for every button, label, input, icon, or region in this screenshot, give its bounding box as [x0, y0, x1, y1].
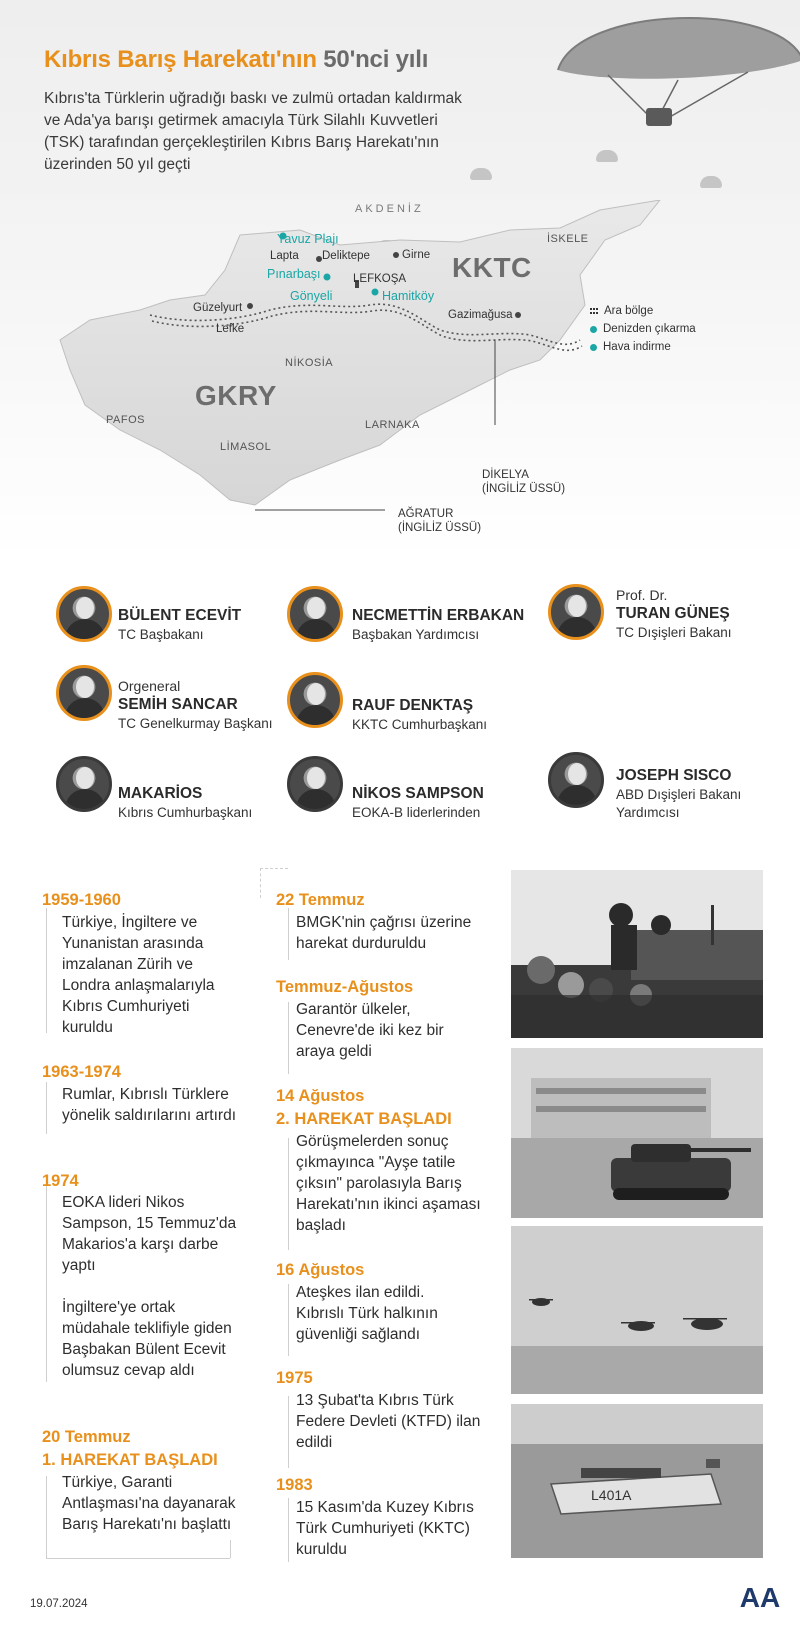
cyprus-map [40, 200, 760, 550]
map-label-larnaka: LARNAKA [365, 419, 420, 431]
timeline-year: 1983 [276, 1476, 313, 1494]
title-year: 50'nci yılı [323, 46, 429, 73]
person-name: RAUF DENKTAŞ [352, 697, 474, 714]
page-title [44, 46, 428, 74]
person-role: TC Başbakanı [118, 627, 204, 642]
timeline-connector [46, 1558, 230, 1559]
timeline-connector [46, 1182, 47, 1382]
map-label-deliktepe: Deliktepe [322, 250, 370, 262]
intro-text: Kıbrıs'ta Türklerin uğradığı baskı ve zulmü ortadan kaldırmak ve Ada'ya barışı getirmek amacıyla Türk Silahlı Kuvvetleri (TSK) tarafından gerçekleştirilen Kıbrıs Barış Harekatı'nın üzerinden 50 yıl geçti [44, 90, 462, 173]
timeline-year: 20 Temmuz [42, 1428, 131, 1446]
timeline-year: 1975 [276, 1369, 313, 1387]
timeline-year: 14 Ağustos [276, 1087, 365, 1105]
timeline-text: Garantör ülkeler, Cenevre'de iki kez bir araya geldi [296, 1001, 444, 1060]
person-gunes [616, 586, 732, 642]
person-makarios [118, 784, 252, 822]
map-label-agratur [398, 507, 481, 535]
person-name: TURAN GÜNEŞ [616, 605, 730, 622]
map-label-hamitkoy: Hamitköy [382, 289, 435, 303]
timeline-text: EOKA lideri Nikos Sampson, 15 Temmuz'da Makarios'a karşı darbe yaptı [62, 1194, 237, 1274]
legend-buffer-label: Ara bölge [604, 305, 654, 317]
title-main: Kıbrıs Barış Harekatı'nın [44, 46, 324, 73]
map-label-lefkosa: LEFKOŞA [353, 273, 407, 285]
timeline-connector [288, 1002, 289, 1074]
person-sisco [616, 766, 741, 822]
map-label-nikosia: NİKOSİA [285, 357, 334, 369]
map-label-kktc: KKTC [452, 252, 532, 283]
timeline-connector [230, 1540, 231, 1558]
map-label-lapta: Lapta [270, 250, 299, 262]
dikelya-name: DİKELYA [482, 469, 529, 481]
person-role: EOKA-B liderlerinden [352, 805, 481, 820]
legend-air-drop-label: Hava indirme [603, 341, 671, 353]
map-label-yavuz: Yavuz Plajı [277, 232, 339, 246]
map-label-guzelyurt: Güzelyurt [193, 302, 243, 314]
legend-sea-landing [590, 320, 696, 338]
person-rank: Prof. Dr. [616, 587, 668, 603]
timeline-connector [46, 908, 47, 1033]
legend-sea-landing-label: Denizden çıkarma [603, 323, 696, 335]
timeline-year: 16 Ağustos [276, 1261, 365, 1279]
timeline-year: 1974 [42, 1172, 79, 1190]
person-ecevit [118, 606, 241, 644]
timeline-text: Rumlar, Kıbrıslı Türklere yönelik saldırılarını artırdı [62, 1086, 237, 1124]
person-role: ABD Dışişleri Bakanı [616, 787, 742, 802]
timeline-dashed-connector [260, 868, 261, 898]
person-role: KKTC Cumhurbaşkanı [352, 717, 488, 732]
person-name: JOSEPH SISCO [616, 767, 732, 784]
timeline-text: Ateşkes ilan edildi. Kıbrıslı Türk halkının güvenliği sağlandı [296, 1284, 438, 1343]
logo-text: AA [740, 1582, 780, 1613]
photo-soldiers-crowd [511, 870, 763, 1038]
person-role: Kıbrıs Cumhurbaşkanı [118, 805, 253, 820]
sea-landing-dot [590, 326, 597, 333]
person-denktas [352, 696, 487, 734]
photo-helicopters [511, 1226, 763, 1394]
map-label-dikelya [482, 468, 565, 496]
timeline-text: İngiltere'ye ortak müdahale teklifiyle giden Başbakan Bülent Ecevit olumsuz cevap aldı [62, 1299, 232, 1379]
timeline-connector [288, 1284, 289, 1356]
avatar-sancar [56, 665, 112, 721]
legend-air-drop [590, 338, 696, 356]
legend-buffer-zone [590, 302, 696, 320]
person-role: TC Dışişleri Bakanı [616, 625, 732, 640]
timeline-event: 2. HAREKAT BAŞLADI [276, 1110, 452, 1128]
avatar-gunes [548, 584, 604, 640]
timeline-connector [288, 908, 289, 960]
dikelya-note: (İNGİLİZ ÜSSÜ) [482, 483, 566, 495]
photo-landing-craft [511, 1404, 763, 1558]
avatar-makarios [56, 756, 112, 812]
timeline-dashed-connector [260, 868, 288, 869]
timeline-text: 15 Kasım'da Kuzey Kıbrıs Türk Cumhuriyeti (KKTC) kuruldu [296, 1499, 474, 1558]
avatar-sisco [548, 752, 604, 808]
map-label-iskele: İSKELE [547, 233, 589, 245]
timeline-text: 13 Şubat'ta Kıbrıs Türk Federe Devleti (KTFD) ilan edildi [296, 1392, 481, 1451]
timeline-connector [288, 1138, 289, 1250]
avatar-sampson [287, 756, 343, 812]
map-legend [590, 302, 696, 356]
map-label-pinarbasi: Pınarbaşı [267, 267, 321, 281]
person-name: NİKOS SAMPSON [352, 785, 484, 802]
map-label-gazimagusa: Gazimağusa [448, 309, 513, 321]
person-sampson [352, 784, 484, 822]
map-label-girne: Girne [402, 249, 431, 261]
timeline-year: 1963-1974 [42, 1063, 121, 1081]
person-role-cont: Yardımcısı [616, 805, 680, 820]
person-name: MAKARİOS [118, 785, 203, 802]
timeline-text: Türkiye, Garanti Antlaşması'na dayanarak Barış Harekatı'nı başlattı [62, 1474, 236, 1533]
person-rank: Orgeneral [118, 678, 181, 694]
timeline-text: BMGK'nin çağrısı üzerine harekat durduruldu [296, 914, 472, 952]
avatar-erbakan [287, 586, 343, 642]
timeline-year: Temmuz-Ağustos [276, 978, 414, 996]
person-erbakan [352, 606, 524, 644]
person-role: TC Genelkurmay Başkanı [118, 716, 273, 731]
person-role: Başbakan Yardımcısı [352, 627, 480, 642]
map-label-gkry: GKRY [195, 380, 277, 411]
person-name: SEMİH SANCAR [118, 696, 238, 713]
timeline-year: 1959-1960 [42, 891, 121, 909]
map-sea-label: AKDENİZ [355, 203, 424, 215]
aa-logo [740, 1577, 780, 1615]
person-name: NECMETTİN ERBAKAN [352, 607, 525, 624]
agratur-name: AĞRATUR [398, 508, 454, 520]
boat-hull-label: L401A [591, 1487, 632, 1503]
person-name: BÜLENT ECEVİT [118, 607, 242, 624]
air-drop-dot [590, 344, 597, 351]
map-label-limasol: LİMASOL [220, 441, 272, 453]
agratur-note: (İNGİLİZ ÜSSÜ) [398, 522, 482, 534]
timeline-connector [46, 1082, 47, 1134]
small-parachute-icon [700, 176, 722, 188]
timeline-connector [288, 1396, 289, 1468]
timeline-connector [288, 1498, 289, 1562]
buffer-zone-symbol [590, 308, 598, 314]
avatar-denktas [287, 672, 343, 728]
avatar-ecevit [56, 586, 112, 642]
parachute-icon [548, 0, 800, 130]
timeline-text: Görüşmelerden sonuç çıkmayınca "Ayşe tatile çıksın" parolasıyla Barış Harekatı'nın ikinci aşaması başladı [296, 1133, 481, 1234]
map-label-gonyeli: Gönyeli [290, 289, 333, 303]
publish-date: 19.07.2024 [30, 1598, 88, 1610]
person-sancar [118, 677, 273, 733]
island-shape [40, 200, 760, 550]
map-label-lefke: Lefke [216, 323, 245, 335]
small-parachute-icon [596, 150, 618, 162]
timeline-text: Türkiye, İngiltere ve Yunanistan arasında imzalanan Zürih ve Londra anlaşmalarıyla Kıbrıs Cumhuriyeti kuruldu [62, 914, 215, 1036]
timeline-year: 22 Temmuz [276, 891, 365, 909]
map-label-pafos: PAFOS [106, 414, 145, 426]
timeline-event: 1. HAREKAT BAŞLADI [42, 1451, 218, 1469]
photo-tank [511, 1048, 763, 1218]
timeline-connector [46, 1476, 47, 1558]
